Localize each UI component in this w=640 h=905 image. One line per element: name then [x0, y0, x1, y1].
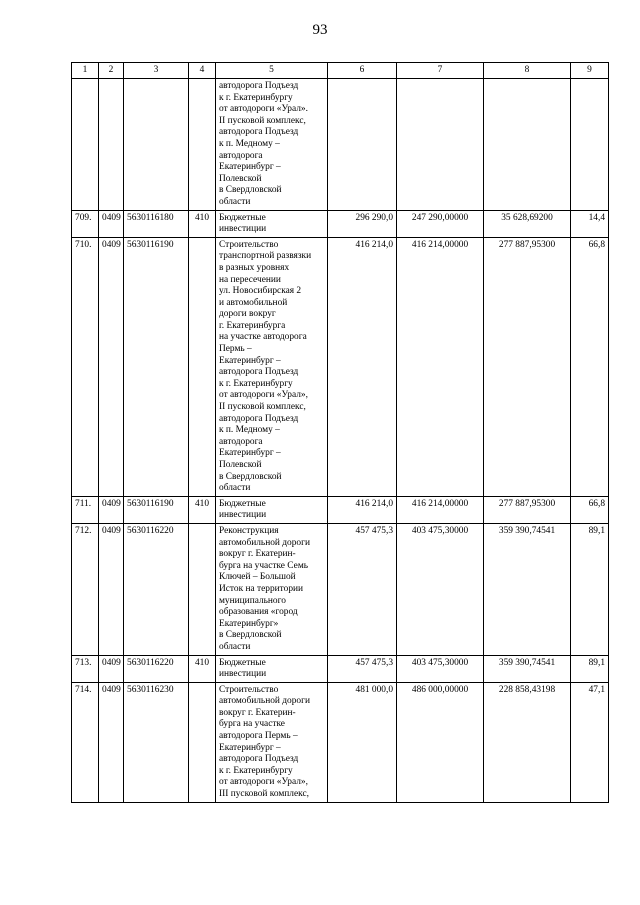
expense-type	[189, 682, 216, 802]
target-article: 5630116230	[124, 682, 189, 802]
page-number: 93	[312, 22, 328, 38]
column-header: 6	[328, 63, 397, 79]
approved-amount: 416 214,0	[328, 496, 397, 523]
target-article: 5630116190	[124, 496, 189, 523]
section-code: 0409	[99, 682, 124, 802]
item-name: Бюджетные инвестиции	[216, 496, 328, 523]
section-code: 0409	[99, 655, 124, 682]
execution-percent: 14,4	[571, 210, 609, 237]
execution-percent: 89,1	[571, 523, 609, 655]
row-number: 714.	[72, 682, 99, 802]
table-row	[72, 237, 609, 496]
executed-amount: 228 858,43198	[484, 682, 571, 802]
executed-amount: 277 887,95300	[484, 237, 571, 496]
row-number: 713.	[72, 655, 99, 682]
section-code: 0409	[99, 523, 124, 655]
row-number: 712.	[72, 523, 99, 655]
item-name: Бюджетные инвестиции	[216, 655, 328, 682]
item-name: Строительство транспортной развязки в разных уровнях на пересечении ул. Новосибирская 2 и автомобильной дороги вокруг г. Екатеринбурга на участке автодорога Пермь – Екатеринбург – автодорога Подъезд к г. Екатеринбургу от автодороги «Урал», II пусковой комплекс, автодорога Подъезд к п. Медному – автодорога Екатеринбург – Полевской в Свердловской области	[216, 237, 328, 496]
expense-type: 410	[189, 496, 216, 523]
execution-percent: 66,8	[571, 496, 609, 523]
table-row	[72, 523, 609, 655]
execution-percent: 89,1	[571, 655, 609, 682]
row-number	[72, 79, 99, 211]
column-header: 1	[72, 63, 99, 79]
execution-percent	[571, 79, 609, 211]
executed-amount: 277 887,95300	[484, 496, 571, 523]
column-header: 7	[397, 63, 484, 79]
column-header: 4	[189, 63, 216, 79]
target-article: 5630116220	[124, 523, 189, 655]
target-article	[124, 79, 189, 211]
table-row	[72, 79, 609, 211]
approved-amount: 416 214,0	[328, 237, 397, 496]
section-code	[99, 79, 124, 211]
executed-amount: 359 390,74541	[484, 523, 571, 655]
approved-amount	[328, 79, 397, 211]
execution-percent: 47,1	[571, 682, 609, 802]
item-name: Реконструкция автомобильной дороги вокруг г. Екатерин- бурга на участке Семь Ключей – Большой Исток на территории муниципального образования «город Екатеринбург» в Свердловской области	[216, 523, 328, 655]
row-number: 711.	[72, 496, 99, 523]
column-header: 5	[216, 63, 328, 79]
refined-amount: 403 475,30000	[397, 655, 484, 682]
table-row	[72, 682, 609, 802]
refined-amount: 416 214,00000	[397, 496, 484, 523]
executed-amount: 35 628,69200	[484, 210, 571, 237]
approved-amount: 481 000,0	[328, 682, 397, 802]
expense-type	[189, 523, 216, 655]
column-header: 2	[99, 63, 124, 79]
approved-amount: 457 475,3	[328, 523, 397, 655]
header-row	[72, 63, 609, 79]
refined-amount: 416 214,00000	[397, 237, 484, 496]
refined-amount: 247 290,00000	[397, 210, 484, 237]
section-code: 0409	[99, 237, 124, 496]
expense-type	[189, 79, 216, 211]
refined-amount: 403 475,30000	[397, 523, 484, 655]
refined-amount	[397, 79, 484, 211]
table-row	[72, 496, 609, 523]
refined-amount: 486 000,00000	[397, 682, 484, 802]
budget-table	[71, 62, 609, 803]
approved-amount: 457 475,3	[328, 655, 397, 682]
section-code: 0409	[99, 496, 124, 523]
row-number: 709.	[72, 210, 99, 237]
executed-amount	[484, 79, 571, 211]
expense-type: 410	[189, 210, 216, 237]
target-article: 5630116180	[124, 210, 189, 237]
target-article: 5630116190	[124, 237, 189, 496]
executed-amount: 359 390,74541	[484, 655, 571, 682]
expense-type: 410	[189, 655, 216, 682]
row-number: 710.	[72, 237, 99, 496]
item-name: Строительство автомобильной дороги вокруг г. Екатерин- бурга на участке автодорога Пермь – Екатеринбург – автодорога Подъезд к г. Екатеринбургу от автодороги «Урал», III пусковой комплекс,	[216, 682, 328, 802]
section-code: 0409	[99, 210, 124, 237]
execution-percent: 66,8	[571, 237, 609, 496]
column-header: 3	[124, 63, 189, 79]
item-name: Бюджетные инвестиции	[216, 210, 328, 237]
column-header: 8	[484, 63, 571, 79]
approved-amount: 296 290,0	[328, 210, 397, 237]
table-row	[72, 655, 609, 682]
item-name: автодорога Подъезд к г. Екатеринбургу от автодороги «Урал». II пусковой комплекс, автодорога Подъезд к п. Медному – автодорога Екатеринбург – Полевской в Свердловской области	[216, 79, 328, 211]
expense-type	[189, 237, 216, 496]
target-article: 5630116220	[124, 655, 189, 682]
table-row	[72, 210, 609, 237]
column-header: 9	[571, 63, 609, 79]
